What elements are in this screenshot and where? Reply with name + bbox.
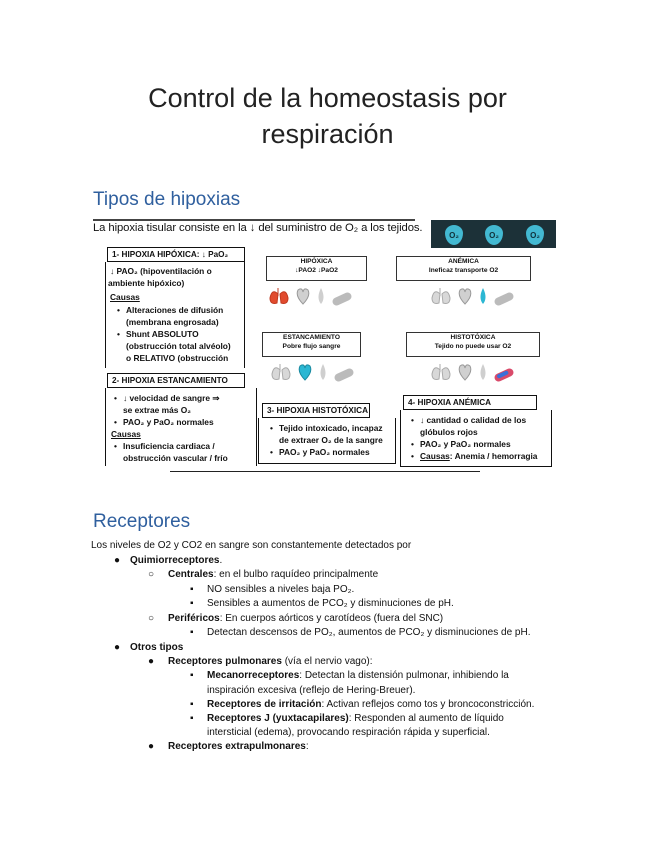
figure-bottom-rule <box>170 471 480 472</box>
lungs-icon <box>430 362 452 382</box>
panel-estancamiento-title: ESTANCAMIENTO <box>283 334 340 341</box>
page-title-line-2: respiración <box>261 119 394 149</box>
hypoxic-line-2: ambiente hipóxico) <box>108 278 185 288</box>
oxygen-drop-icon: O₂ <box>526 225 544 245</box>
list-item-otros: Otros tipos <box>130 642 184 653</box>
bullet-marker: ○ <box>148 613 155 624</box>
blood-drop-icon <box>478 286 488 306</box>
hypoxic-bullet-1-cont: (membrana engrosada) <box>126 317 219 327</box>
page-title-line-1: Control de la homeostasis por <box>148 83 507 113</box>
blood-drop-icon <box>318 362 328 382</box>
vessel-icon <box>331 290 353 306</box>
panel-estancamiento-subtitle: Pobre flujo sangre <box>282 343 341 350</box>
hypoxic-bullet-2: • Shunt ABSOLUTO <box>117 329 199 339</box>
oxygen-drop-icon: O₂ <box>445 225 463 245</box>
bullet-marker: ● <box>148 656 155 667</box>
vessel-icon <box>493 290 515 306</box>
stagnation-bullet-1-cont: se extrae más O₂ <box>123 405 191 415</box>
histotoxic-bullet-2: • PAO₂ y PaO₂ normales <box>270 447 370 457</box>
list-item-extrapulmonares: Receptores extrapulmonares: <box>168 741 309 752</box>
hypoxic-bullet-2-cont2: o RELATIVO (obstrucción <box>126 353 229 363</box>
heart-icon <box>297 362 313 382</box>
list-item-perifericos: Periféricos: En cuerpos aórticos y carotídeos (fuera del SNC) <box>168 613 444 624</box>
organs-estancamiento <box>270 362 355 382</box>
vessel-icon <box>333 366 355 382</box>
anemic-bullet-1: • ↓ cantidad o calidad de los <box>411 415 527 425</box>
bullet-marker: ● <box>114 642 121 653</box>
panel-hipoxica <box>266 256 367 281</box>
list-item-quimio: Quimiorreceptores. <box>130 555 223 566</box>
heart-icon <box>457 286 473 306</box>
list-item-mecano: Mecanorreceptores: Detectan la distensión pulmonar, inhibiendo la <box>207 670 509 681</box>
bullet-marker: ▪ <box>190 699 194 710</box>
bullet-marker: ▪ <box>190 670 194 681</box>
anemic-bullet-1-cont: glóbulos rojos <box>420 427 478 437</box>
panel-histotoxica-subtitle: Tejido no puede usar O2 <box>434 343 512 350</box>
organs-anemica <box>430 286 515 306</box>
panel-estancamiento <box>262 332 361 357</box>
bullet-marker: ● <box>114 555 121 566</box>
list-item-p1: Detectan descensos de PO₂, aumentos de PCO₂ y disminuciones de pH. <box>207 627 531 638</box>
heading-hypoxia-types: Tipos de hipoxias <box>93 189 241 210</box>
hypoxic-bullet-1: • Alteraciones de difusión <box>117 305 224 315</box>
panel-hipoxica-title: HIPÓXICA <box>300 258 333 265</box>
bullet-marker: ● <box>148 741 155 752</box>
bullet-marker: ▪ <box>190 598 194 609</box>
bullet-marker: ▪ <box>190 713 194 724</box>
receptors-intro: Los niveles de O2 y CO2 en sangre son constantemente detectados por <box>91 540 412 551</box>
lungs-icon <box>268 286 290 306</box>
panel-anemica-title: ANÉMICA <box>448 258 479 265</box>
hypoxic-header: 1- HIPOXIA HIPÓXICA: ↓ PaO₂ <box>107 247 245 262</box>
hypoxic-bullet-2-cont: (obstrucción total alvéolo) <box>126 341 231 351</box>
hypoxic-line-1: ↓ PAO₂ (hipoventilación o <box>110 266 212 276</box>
histotoxic-header: 3- HIPOXIA HISTOTÓXICA <box>262 403 370 418</box>
heading-receptors: Receptores <box>93 511 191 532</box>
panel-anemica-subtitle: Ineficaz transporte O2 <box>428 267 499 274</box>
lungs-icon <box>430 286 452 306</box>
organs-hipoxica <box>268 286 353 306</box>
oxygen-drop-icon: O₂ <box>485 225 503 245</box>
panel-histotoxica <box>406 332 540 357</box>
figure-caption: La hipoxia tisular consiste en la ↓ del suministro de O₂ a los tejidos. <box>93 222 423 234</box>
organs-histotoxica <box>430 362 515 382</box>
caption-rule <box>93 219 415 221</box>
list-item-j: Receptores J (yuxtacapilares): Responden al aumento de líquido <box>207 713 504 724</box>
oxygen-drops-banner <box>431 220 556 248</box>
list-item-mecano-cont: inspiración excesiva (reflejo de Hering-Breuer). <box>207 685 416 696</box>
list-item-j-cont: intersticial (edema), provocando respiración rápida y superficial. <box>207 727 490 738</box>
list-item-pulmonares: Receptores pulmonares (vía el nervio vago): <box>168 656 373 667</box>
anemic-bullet-3: • Causas: Anemia / hemorragia <box>411 451 538 461</box>
list-item-c2: Sensibles a aumentos de PCO₂ y disminuciones de pH. <box>207 598 454 609</box>
stagnation-bullet-3: • Insuficiencia cardiaca / <box>114 441 215 451</box>
histotoxic-bullet-1: • Tejido intoxicado, incapaz <box>270 423 383 433</box>
panel-histotoxica-title: HISTOTÓXICA <box>450 334 496 341</box>
list-item-c1: NO sensibles a niveles baja PO₂. <box>207 584 355 595</box>
bullet-marker: ○ <box>148 569 155 580</box>
bullet-marker: ▪ <box>190 627 194 638</box>
histotoxic-bullet-1-cont: de extraer O₂ de la sangre <box>279 435 383 445</box>
stagnation-bullet-3-cont: obstrucción vascular / frío <box>123 453 228 463</box>
panel-hipoxica-subtitle: ↓PAO2 ↓PaO2 <box>295 267 338 274</box>
heart-icon <box>457 362 473 382</box>
list-item-irritacion: Receptores de irritación: Activan reflejos como tos y broncoconstricción. <box>207 699 535 710</box>
blood-drop-icon <box>316 286 326 306</box>
bullet-marker: ▪ <box>190 584 194 595</box>
anemic-bullet-2: • PAO₂ y PaO₂ normales <box>411 439 511 449</box>
panel-anemica <box>396 256 531 281</box>
stagnation-causes-label: Causas <box>111 429 141 439</box>
anemic-header: 4- HIPOXIA ANÉMICA <box>403 395 537 410</box>
heart-icon <box>295 286 311 306</box>
list-item-centrales: Centrales: en el bulbo raquídeo principalmente <box>168 569 379 580</box>
stagnation-bullet-1: • ↓ velocidad de sangre ⇒ <box>114 393 220 403</box>
hypoxic-causes-label: Causas <box>110 292 140 302</box>
blood-drop-icon <box>478 362 488 382</box>
lungs-icon <box>270 362 292 382</box>
stagnation-header: 2- HIPOXIA ESTANCAMIENTO <box>107 373 245 388</box>
vessel-icon <box>493 366 515 382</box>
stagnation-bullet-2: • PAO₂ y PaO₂ normales <box>114 417 214 427</box>
